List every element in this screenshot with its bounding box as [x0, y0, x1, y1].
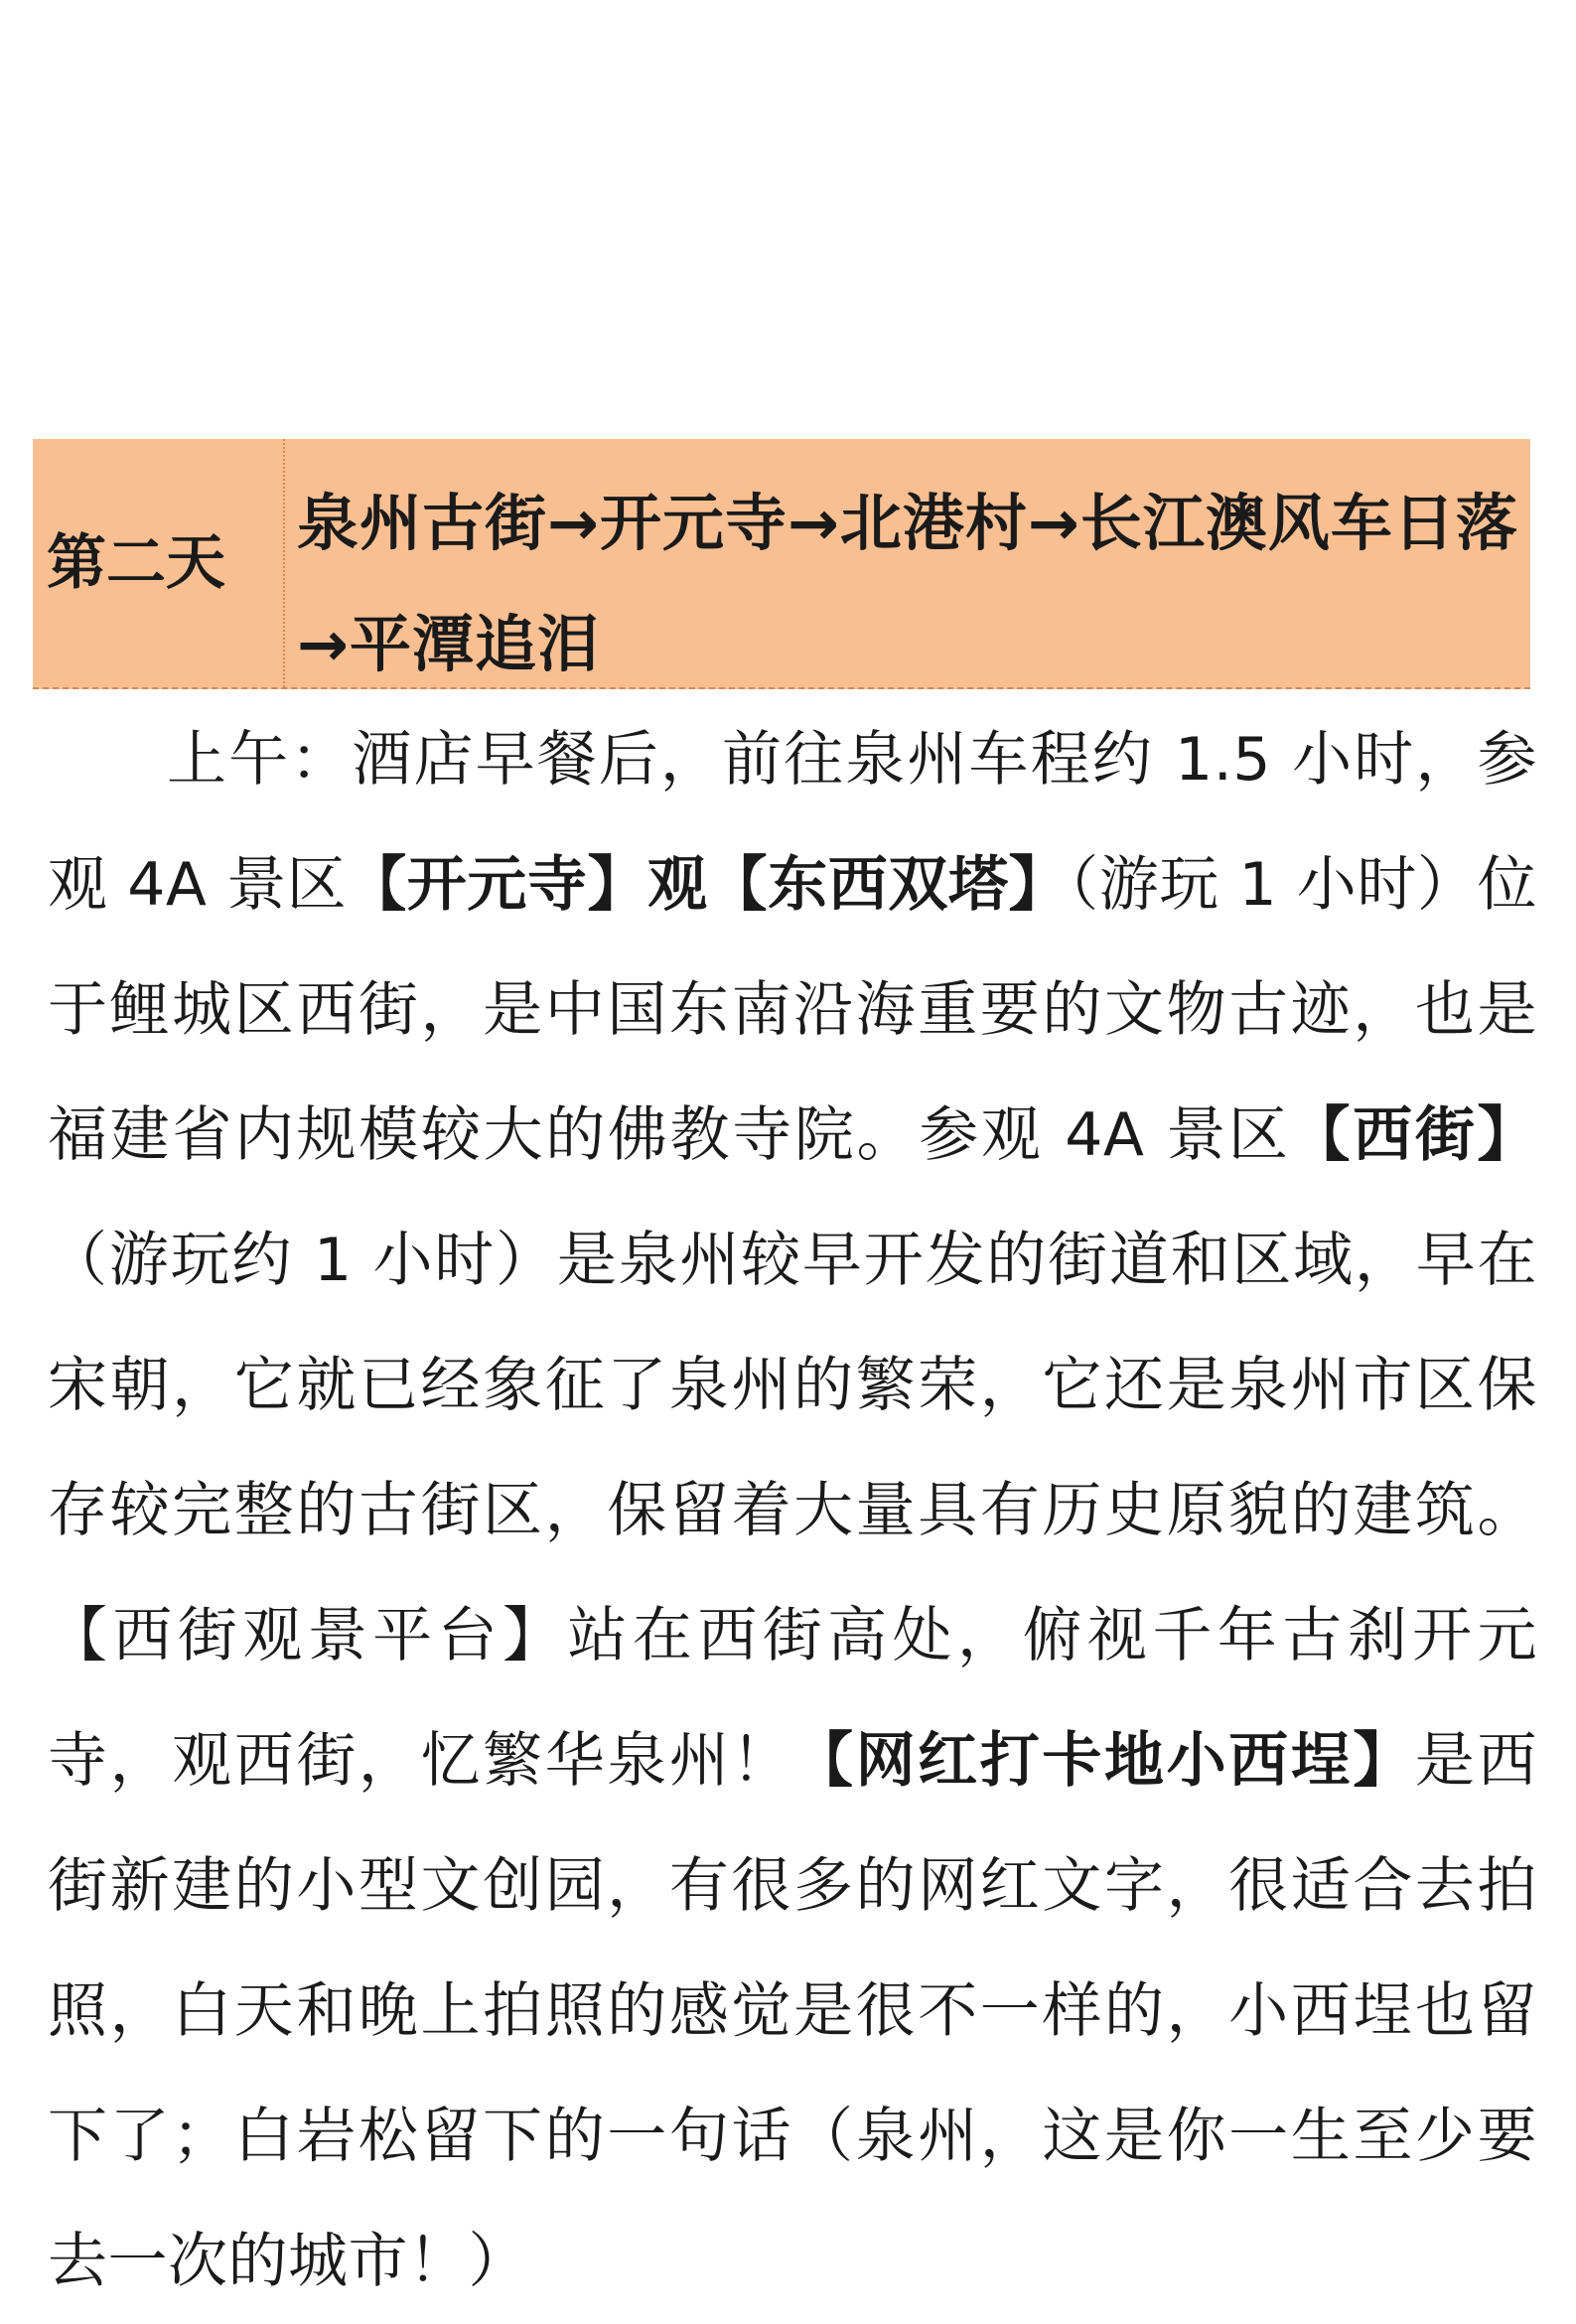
text-segment: （游玩 1 小时）位于鲤城区西街，是中国东南沿海重要的文物古迹，也是福建省内规模较大的佛教寺院。参观 4A 景区 [48, 850, 1538, 1170]
highlight-west-street: 【西街】 [1290, 1100, 1537, 1170]
text-segment: （游玩约 1 小时）是泉州较早开发的街道和区域，早在宋朝，它就已经象征了泉州的繁荣，它还是泉州市区保存较完整的古街区，保留着大量具有历史原貌的建筑。【西街观景平台】站在西街高处，俯视千年古刹开元寺，观西街，忆繁华泉州！ [48, 1226, 1537, 1796]
route-cell [285, 439, 1530, 687]
itinerary-paragraph [48, 697, 1537, 2324]
highlight-kaiyuan-temple: 【开元寺】观【东西双塔】 [347, 850, 1070, 920]
day-header [33, 439, 1530, 689]
highlight-xiaoxicheng: 【网红打卡地小西埕】 [793, 1726, 1415, 1796]
day-label-cell [33, 439, 285, 687]
route-title: 泉州古街→开元寺→北港村→长江澳风车日落→平潭追泪 [297, 487, 1518, 680]
day-label: 第二天 [47, 528, 225, 598]
text-segment: 是西街新建的小型文创园，有很多的网红文字，很适合去拍照，白天和晚上拍照的感觉是很不一样的，小西埕也留下了；白岩松留下的一句话（泉州，这是你一生至少要去一次的城市！） [48, 1726, 1538, 2296]
text-segment: 上午：酒店早餐后，前往泉州车程约 1.5 小时，参观 4A 景区 [48, 725, 1537, 920]
